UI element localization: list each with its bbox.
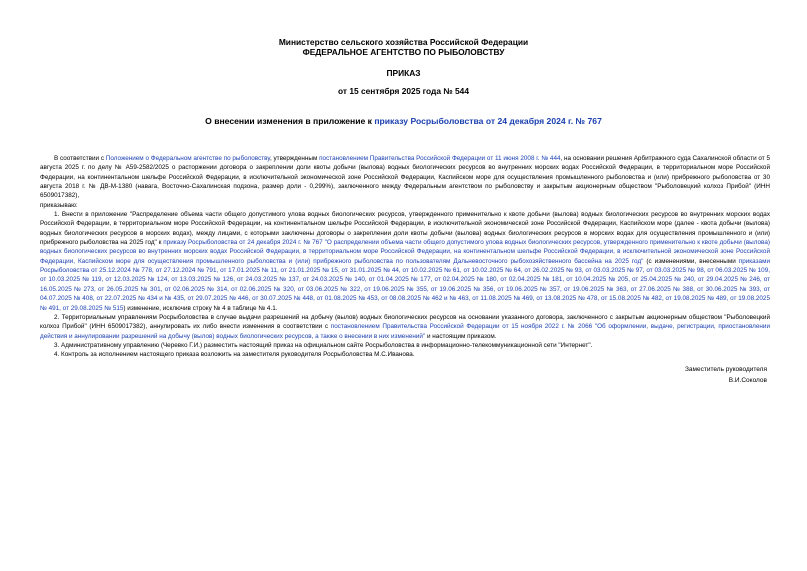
item2-text-1: 2. Территориальным управлениям Росрыболовства в случае выдачи разрешений на добычу (вылов) водных биологических ресурсов на основании указанного договора, заключенного с закрытым акционерным обществом "Рыболовецкий колхоз Прибой" (ИНН 6509017382), аннулировать их либо внести изменения в соответствии с	[40, 313, 770, 331]
ministry-name: Министерство сельского хозяйства Российской Федерации	[278, 37, 529, 47]
item-4: 4. Контроль за исполнением настоящего приказа возложить на заместителя руководителя Росрыболовства М.С.Иванова.	[54, 351, 415, 359]
preamble-text-3: , на основании решения Арбитражного суда Сахалинской области от 5 августа 2025 г. по делу № А59-2582/2025 о расторжении договора о закреплении доли квоты добычи (вылова) водных биологических ресурсов во внутренних морских водах Российской Федерации, в территориальном море Российской Федерации, на континентальном шельфе Российской Федерации, в исключительной экономической зоне Российской Федерации, Каспийском море для осуществления промышленного рыболовства и (или) прибрежного рыболовства от 30 августа 2018 г. № ДВ-М-1380 (навага, Восточно-Сахалинская подзона, размер доли - 0,299%), заключенного между Федеральным агентством по рыболовству и закрытым акционерным обществом "Рыболовецкий колхоз Прибой" (ИНН 6509017382),	[40, 155, 771, 200]
agency-name: ФЕДЕРАЛЬНОЕ АГЕНТСТВО ПО РЫБОЛОВСТВУ	[302, 47, 505, 57]
item2-text-2: и настоящим приказом.	[425, 332, 497, 340]
item-3: 3. Административному управлению (Черевко Г.И.) разместить настоящий приказ на официальном сайте Росрыболовства в информационно-телекоммуникационной сети "Интернет".	[54, 341, 593, 349]
item-1	[40, 210, 770, 313]
signatory-position: Заместитель руководителя	[685, 366, 767, 373]
document-subject	[0, 116, 807, 127]
item1-text-3: ) изменение, исключив строку № 4 в таблице № 4.1.	[123, 304, 278, 312]
subject-order-link[interactable]: приказу Росрыболовства от 24 декабря 2024 г. № 767	[374, 116, 602, 126]
amending-orders-link[interactable]: приказами Росрыболовства от 25.12.2024 № 778, от 27.12.2024 № 791, от 17.01.2025 № 11, от 21.01.2025 № 15, от 31.01.2025 № 44, от 10.02.2025 № 61, от 10.02.2025 № 64, от 26.02.2025 № 93, от 03.03.2025 № 97, от 03.03.2025 № 98, от 06.03.2025 № 109, от 10.03.2025 № 119, от 12.03.2025 № 124, от 13.03.2025 № 126, от 24.03.2025 № 137, от 24.03.2025 № 140, от 01.04.2025 № 177, от 02.04.2025 № 180, от 02.04.2025 № 181, от 10.04.2025 № 205, от 25.04.2025 № 240, от 29.04.2025 № 246, от 16.05.2025 № 273, от 26.05.2025 № 301, от 02.06.2025 № 314, от 02.06.2025 № 320, от 03.06.2025 № 322, от 19.06.2025 № 355, от 19.06.2025 № 356, от 19.06.2025 № 357, от 19.06.2025 № 363, от 27.06.2025 № 388, от 30.06.2025 № 393, от 04.07.2025 № 408, от 22.07.2025 № 434 и № 435, от 29.07.2025 № 446, от 30.07.2025 № 448, от 01.08.2025 № 453, от 08.08.2025 № 462 и № 463, от 11.08.2025 № 469, от 13.08.2025 № 478, от 15.08.2025 № 482, от 19.08.2025 № 489, от 19.08.2025 № 491, от 29.08.2025 № 515	[40, 257, 770, 312]
government-decree-link[interactable]: постановлением Правительства Российской Федерации от 11 июня 2008 г. № 444	[319, 155, 561, 162]
document-body	[40, 154, 770, 360]
preamble-paragraph	[40, 154, 770, 201]
item1-text-1: 1. Внести в приложение "Распределение объема части общего допустимого улова водных биологических ресурсов, утвержденного применительно к квоте добычи (вылова) водных биологических ресурсов во внутренних морских водах Российской Федерации, в территориальном море Российской Федерации, на континентальном шельфе Российской Федерации, в исключительной экономической зоне Российской Федерации, Каспийском море (далее - квота добычи (вылова) водных биологических ресурсов в морских водах), между лицами, с которыми заключены договоры о закреплении доли квоты добычи (вылова) водных биологических ресурсов в морских водах для осуществления промышленного и (или) прибрежного рыболовства на 2025 год" к	[40, 211, 770, 247]
preamble-text-2: , утвержденным	[269, 155, 320, 162]
order-767-link[interactable]: приказу Росрыболовства от 24 декабря 2024 г. № 767 "О распределении объема части общего допустимого улова водных биологических ресурсов, утвержденного применительно к квоте добычи (вылова) водных биологических ресурсов во внутренних морских водах Российской Федерации, в территориальном море Российской Федерации, на континентальном шельфе Российской Федерации, в исключительной экономической зоне Российской Федерации, Каспийском море для осуществления промышленного рыболовства и (или) прибрежного рыболовства по пользователям Дальневосточного рыбохозяйственного бассейна на 2025 год"	[40, 239, 770, 265]
signatory-name: В.И.Соколов	[728, 377, 767, 384]
document-type: ПРИКАЗ	[386, 68, 421, 78]
order-word: приказываю:	[40, 201, 78, 209]
item-2	[40, 313, 770, 341]
signature-block	[685, 364, 767, 386]
document-header	[0, 37, 807, 57]
item1-text-2: (с изменениями, внесенными	[643, 257, 739, 265]
preamble-text-1: В соответствии с	[54, 155, 106, 162]
decree-2066-link[interactable]: постановлением Правительства Российской Федерации от 15 ноября 2022 г. № 2066 "Об оформлении, выдаче, регистрации, приостановлении действия и аннулировании разрешений на добычу (вылов) водных биологических ресурсов, а также о внесении в них изменений"	[40, 323, 770, 340]
regulation-link[interactable]: Положением о Федеральном агентстве по рыболовству	[105, 155, 270, 162]
document-date-number: от 15 сентября 2025 года № 544	[337, 86, 469, 96]
subject-text: О внесении изменения в приложение к	[205, 116, 375, 126]
